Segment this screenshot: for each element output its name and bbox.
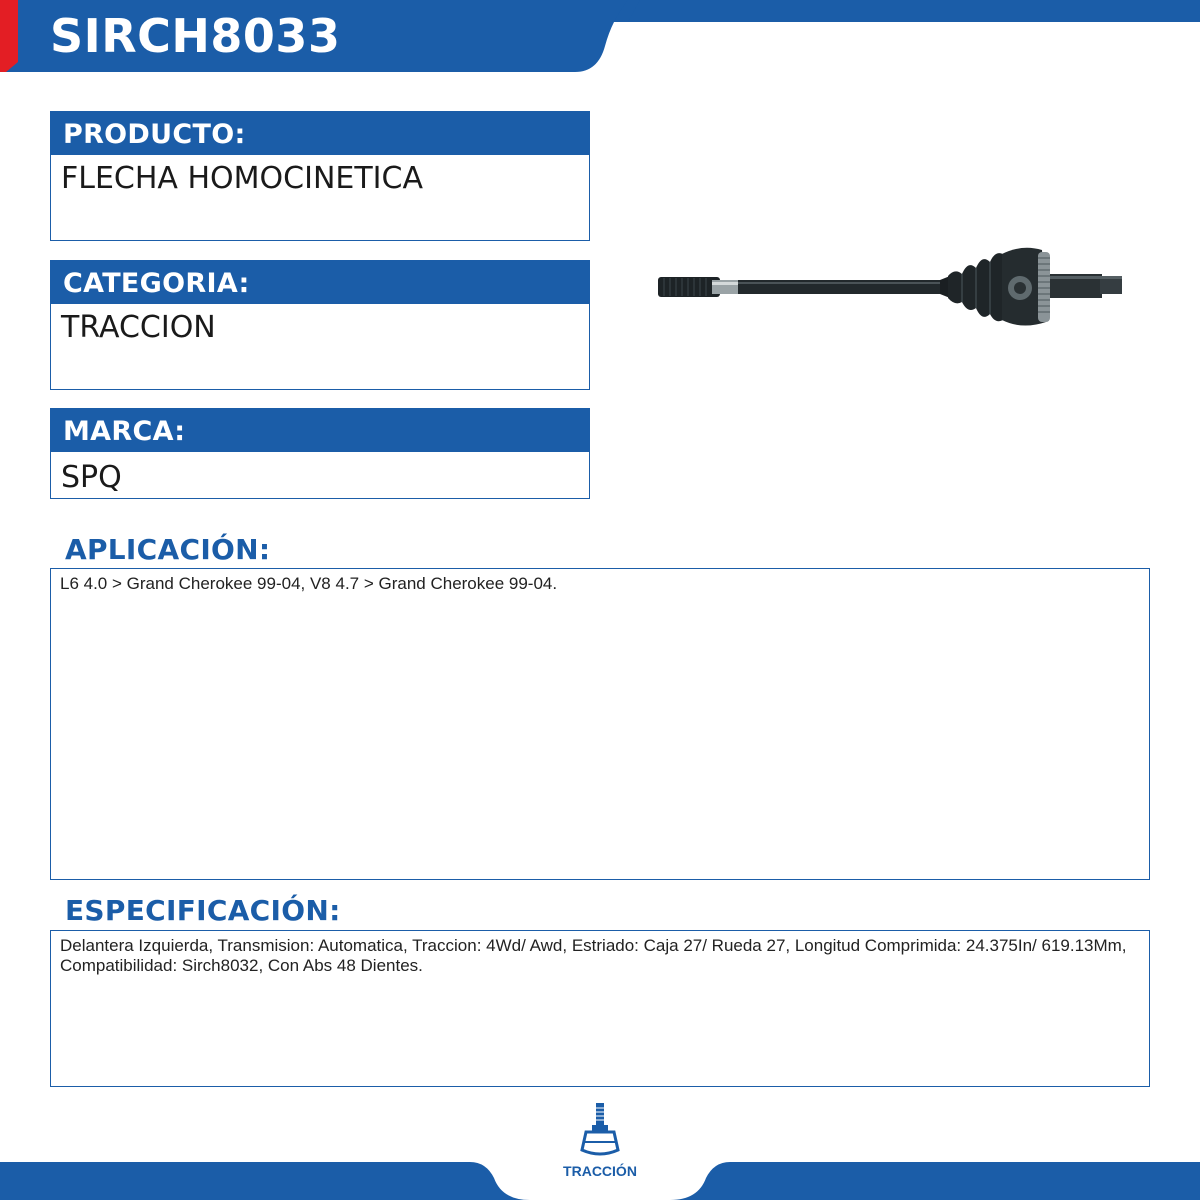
especificacion-text: Delantera Izquierda, Transmision: Automatica, Traccion: 4Wd/ Awd, Estriado: Caja 27/ Rueda 27, Longitud Comprimida: 24.375In/ 619.13Mm, Compatibilidad: Sirch8032, Con Abs 48 Dientes. [50,930,1150,1087]
header-bar [0,0,1200,72]
product-image [650,230,1130,334]
aplicacion-title: APLICACIÓN: [65,533,271,566]
marca-label: MARCA: [50,408,590,452]
part-number-title: SIRCH8033 [50,9,341,63]
marca-value: SPQ [50,452,590,499]
aplicacion-text: L6 4.0 > Grand Cherokee 99-04, V8 4.7 > Grand Cherokee 99-04. [50,568,1150,880]
producto-value: FLECHA HOMOCINETICA [50,155,590,241]
producto-label: PRODUCTO: [50,111,590,155]
category-label: TRACCIÓN [563,1163,637,1179]
categoria-value: TRACCION [50,304,590,390]
especificacion-title: ESPECIFICACIÓN: [65,894,341,927]
categoria-field [50,260,590,390]
producto-field [50,111,590,241]
cv-joint-icon [570,1100,630,1164]
categoria-label: CATEGORIA: [50,260,590,304]
cv-axle-shaft-image [650,230,1130,330]
marca-field [50,408,590,499]
